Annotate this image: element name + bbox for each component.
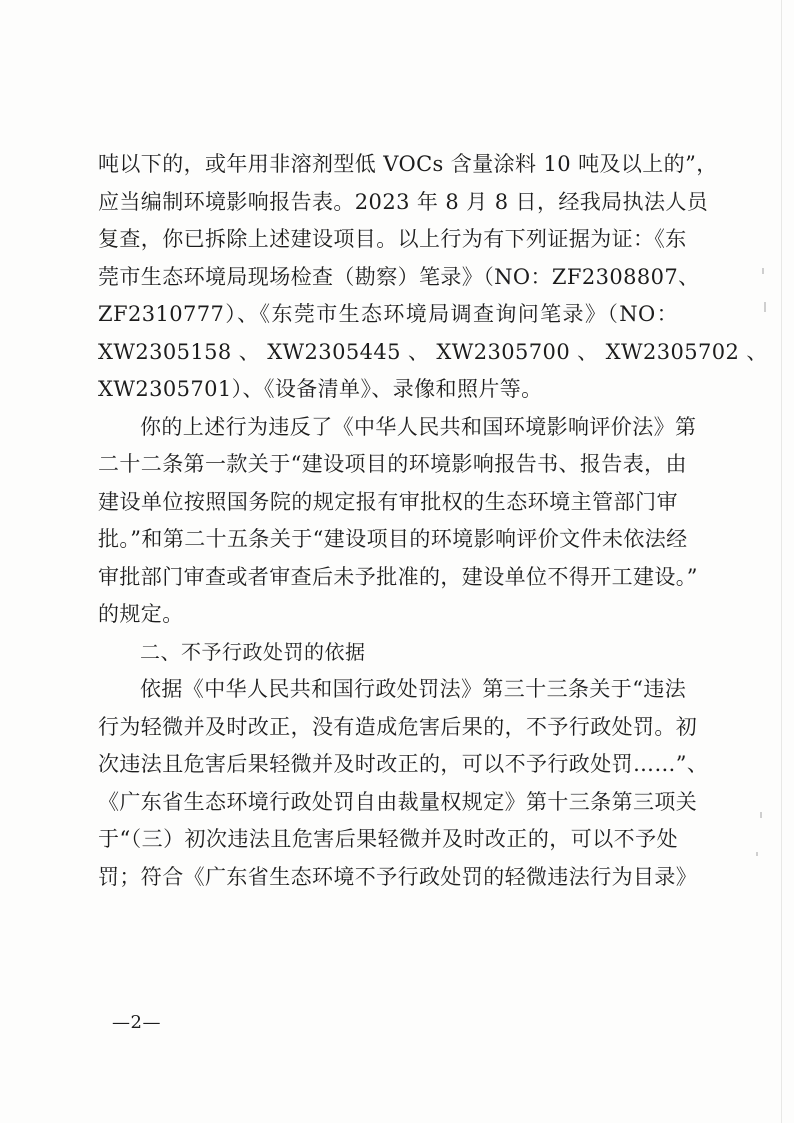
text-line: 莞市生态环境局现场检查（勘察）笔录》（NO：ZF2308807、 — [98, 264, 700, 289]
document-body — [98, 146, 768, 896]
text-line: 建设单位按照国务院的规定报有审批权的生态环境主管部门审 — [98, 489, 678, 514]
text-line: 于“（三）初次违法且危害后果轻微并及时改正的，可以不予处 — [98, 827, 678, 851]
scan-speck — [760, 812, 762, 818]
text-line: 依据《中华人民共和国行政处罚法》第三十三条关于“违法 — [140, 677, 687, 701]
text-line: 复查，你已拆除上述建设项目。以上行为有下列证据为证：《东 — [98, 227, 687, 251]
text-line: 《广东省生态环境行政处罚自由裁量权规定》第十三条第三项关 — [98, 789, 698, 814]
text-line: 审批部门审查或者审查后未予批准的，建设单位不得开工建设。” — [98, 564, 698, 589]
scan-edge-line — [781, 0, 782, 1123]
text-line: ZF2310777）、《东莞市生态环境局调查询问笔录》（NO： — [98, 302, 678, 326]
text-line: 次违法且危害后果轻微并及时改正的，可以不予行政处罚……”、 — [98, 752, 709, 776]
text-line: 批。”和第二十五条关于“建设项目的环境影响评价文件未依法经 — [98, 527, 688, 551]
text-line: 罚；符合《广东省生态环境不予行政处罚的轻微违法行为目录》 — [98, 864, 698, 889]
section-heading: 二、不予行政处罚的依据 — [140, 639, 366, 664]
page-number: —2— — [112, 1012, 161, 1033]
text-line: 你的上述行为违反了《中华人民共和国环境影响评价法》第 — [140, 414, 697, 439]
scan-speck — [764, 302, 766, 312]
scan-speck — [762, 268, 764, 274]
text-line: XW2305158 、 XW2305445 、 XW2305700 、 XW2305702 、 — [98, 339, 768, 364]
text-line: 吨以下的，或年用非溶剂型低 VOCs 含量涂料 10 吨及以上的”， — [98, 152, 718, 176]
text-line: 二十二条第一款关于“建设项目的环境影响报告书、报告表，由 — [98, 452, 687, 476]
text-line: XW2305701）、《设备清单》、录像和照片等。 — [98, 377, 543, 401]
scan-speck — [756, 852, 758, 856]
text-line: 的规定。 — [98, 602, 184, 626]
text-line: 应当编制环境影响报告表。2023 年 8 月 8 日，经我局执法人员 — [98, 189, 709, 214]
text-line: 行为轻微并及时改正，没有造成危害后果的，不予行政处罚。初 — [98, 714, 698, 739]
